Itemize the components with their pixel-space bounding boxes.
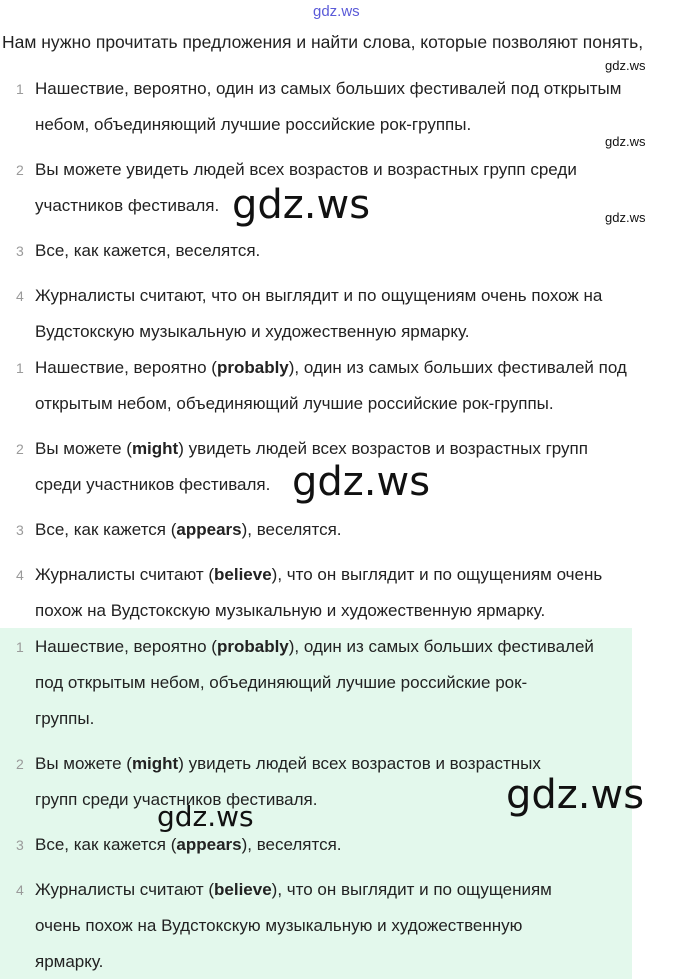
- watermark-large: gdz.ws: [232, 182, 371, 228]
- item-line: очень похож на Вудстокскую музыкальную и художественную: [35, 916, 523, 935]
- item-line: Все, как кажется (appears), веселятся.: [35, 520, 342, 539]
- intro-text: Нам нужно прочитать предложения и найти слова, которые позволяют понять,: [2, 32, 644, 52]
- item-line: под открытым небом, объединяющий лучшие российские рок-: [35, 673, 528, 692]
- item-line: Журналисты считают (believe), что он выглядит и по ощущениям: [35, 880, 552, 899]
- item-line: Все, как кажется (appears), веселятся.: [35, 835, 342, 854]
- item-line: Журналисты считают, что он выглядит и по ощущениям очень похож на: [35, 286, 603, 305]
- item-line: Все, как кажется, веселятся.: [35, 241, 261, 260]
- watermark-large: gdz.ws: [292, 459, 431, 505]
- watermark-top: gdz.ws: [313, 3, 360, 20]
- item-number: 4: [16, 882, 24, 898]
- item-line: Вудстокскую музыкальную и художественную ярмарку.: [35, 322, 470, 341]
- item-number: 1: [16, 360, 24, 376]
- item-line: ярмарку.: [35, 952, 104, 971]
- item-number: 2: [16, 162, 24, 178]
- item-number: 2: [16, 441, 24, 457]
- item-line: Нашествие, вероятно (probably), один из самых больших фестивалей: [35, 637, 594, 656]
- item-line: среди участников фестиваля.: [35, 475, 271, 494]
- item-line: участников фестиваля.: [35, 196, 220, 215]
- item-line: небом, объединяющий лучшие российские рок-группы.: [35, 115, 472, 134]
- watermark-large: gdz.ws: [506, 772, 645, 818]
- item-line: Нашествие, вероятно (probably), один из самых больших фестивалей под: [35, 358, 627, 377]
- item-line: Вы можете (might) увидеть людей всех возрастов и возрастных групп: [35, 439, 588, 458]
- item-line: Журналисты считают (believe), что он выглядит и по ощущениям очень: [35, 565, 603, 584]
- item-line: группы.: [35, 709, 95, 728]
- item-number: 4: [16, 567, 24, 583]
- item-number: 4: [16, 288, 24, 304]
- item-line: Вы можете увидеть людей всех возрастов и возрастных групп среди: [35, 160, 577, 179]
- item-number: 1: [16, 639, 24, 655]
- watermark-medium: gdz.ws: [157, 800, 254, 833]
- item-line: открытым небом, объединяющий лучшие российские рок-группы.: [35, 394, 554, 413]
- watermark-small: gdz.ws: [605, 210, 646, 225]
- item-number: 1: [16, 81, 24, 97]
- item-number: 3: [16, 837, 24, 853]
- item-number: 3: [16, 243, 24, 259]
- item-line: Вы можете (might) увидеть людей всех возрастов и возрастных: [35, 754, 541, 773]
- item-line: похож на Вудстокскую музыкальную и художественную ярмарку.: [35, 601, 546, 620]
- item-line: Нашествие, вероятно, один из самых больших фестивалей под открытым: [35, 79, 622, 98]
- item-number: 3: [16, 522, 24, 538]
- watermark-small: gdz.ws: [605, 58, 646, 73]
- item-line: групп среди участников фестиваля.: [35, 790, 318, 809]
- watermark-small: gdz.ws: [605, 134, 646, 149]
- item-number: 2: [16, 756, 24, 772]
